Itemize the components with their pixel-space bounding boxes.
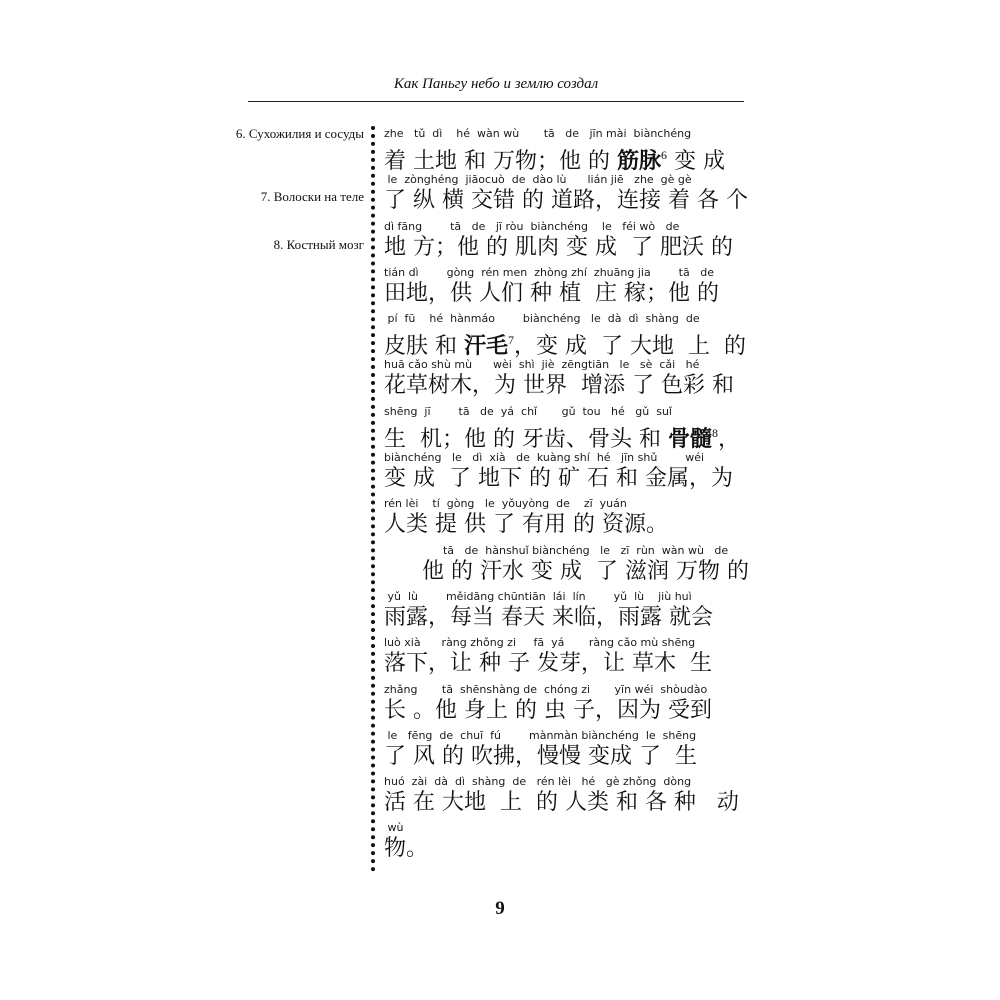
hanzi-text: 着 土地 和 万物；他 的 xyxy=(384,149,617,174)
running-header-title: Как Паньгу небо и землю создал xyxy=(393,76,599,92)
text-line xyxy=(384,589,749,635)
header-rule xyxy=(248,101,744,102)
hanzi-text: 活 在 大地 上 的 人类 和 各 种 动 xyxy=(384,790,739,816)
hanzi-text: 他 的 汗水 变 成 了 滋润 万物 的 xyxy=(422,558,749,584)
text-line xyxy=(384,311,749,360)
hanzi-text: 人类 提 供 了 有用 的 资源。 xyxy=(384,512,668,538)
hanzi-line xyxy=(384,465,749,493)
text-line xyxy=(384,774,749,820)
dotted-margin-rule xyxy=(371,126,375,872)
hanzi-text: 皮肤 和 xyxy=(384,334,464,360)
hanzi-text: 了 风 的 吹拂，慢慢 变成 了 生 xyxy=(384,743,697,769)
pinyin-line: biànchéng le dì xià de kuàng shí hé jīn shǔ wéi xyxy=(384,451,705,465)
pinyin-line: tián dì gòng rén men zhòng zhí zhuāng jia tā de xyxy=(384,265,714,279)
text-line xyxy=(384,682,749,728)
hanzi-text: 地 方；他 的 肌肉 变 成 了 肥沃 的 xyxy=(384,234,733,260)
text-line xyxy=(384,404,749,450)
hanzi-text: 落下，让 种 子 发芽，让 草木 生 xyxy=(384,651,712,677)
footnote-8: 8. Костный мозг xyxy=(273,237,364,252)
text-line xyxy=(384,820,749,866)
hanzi-text: 田地，供 人们 种 植 庄 稼；他 的 xyxy=(384,280,719,306)
pinyin-line: zhe tǔ dì hé wàn wù tā de jīn mài biànchéng xyxy=(384,127,692,140)
glossed-term: 骨髓 xyxy=(667,426,712,452)
hanzi-line xyxy=(384,280,749,308)
pinyin-line: huā cǎo shù mù wèi shì jiè zēngtiān le sè cǎi hé xyxy=(384,358,700,372)
hanzi-text: 生 机；他 的 牙齿、骨头 和 xyxy=(384,426,668,452)
pinyin-line: le fēng de chuī fú mànmàn biànchéng le shēng xyxy=(384,728,697,742)
hanzi-text: 长 。他 身上 的 虫 子，因为 受到 xyxy=(384,697,712,723)
text-line xyxy=(384,126,749,172)
page-number: 9 xyxy=(495,898,505,919)
hanzi-line xyxy=(384,604,749,632)
footnote-marker: 6 xyxy=(660,148,667,162)
pinyin-line: yǔ lù měidāng chūntiān lái lín yǔ lù jiù huì xyxy=(384,589,692,603)
pinyin-line: luò xià ràng zhǒng zi fā yá ràng cǎo mù shēng xyxy=(384,636,696,650)
text-line xyxy=(384,543,749,589)
text-line xyxy=(384,635,749,681)
pinyin-line: shēng jī tā de yá chǐ gǔ tou hé gǔ suǐ xyxy=(384,404,672,418)
pinyin-line: rén lèi tí gòng le yǒuyòng de zī yuán xyxy=(384,497,627,511)
hanzi-text: 了 纵 横 交错 的 道路，连接 着 各 个 xyxy=(384,188,748,214)
hanzi-text: 物。 xyxy=(384,836,429,862)
pinyin-line: zhǎng tā shēnshàng de chóng zi yīn wéi shòudào xyxy=(384,682,708,696)
text-line xyxy=(384,496,749,542)
hanzi-line xyxy=(384,419,749,454)
footnote-marker: 8 xyxy=(711,425,718,440)
hanzi-line xyxy=(384,789,749,817)
hanzi-line xyxy=(384,558,749,586)
hanzi-line xyxy=(384,141,749,176)
glossed-term: 汗毛 xyxy=(464,334,509,360)
hanzi-text: 雨露，每当 春天 来临，雨露 就会 xyxy=(384,604,713,630)
hanzi-line xyxy=(384,835,749,863)
text-line xyxy=(384,357,749,403)
pinyin-line: le zònghéng jiāocuò de dào lù lián jiē zhe gè gè xyxy=(384,173,692,187)
hanzi-line xyxy=(384,697,749,725)
pinyin-line: tā de hànshuǐ biànchéng le zī rùn wàn wù de xyxy=(422,543,729,557)
hanzi-line xyxy=(384,511,749,539)
text-line xyxy=(384,728,749,774)
hanzi-text: 变 成 了 地下 的 矿 石 和 金属，为 xyxy=(384,466,733,492)
text-line xyxy=(384,450,749,496)
hanzi-text: ，变 成 了 大地 上 的 xyxy=(514,334,746,360)
glossed-term: 筋脉 xyxy=(616,149,661,174)
hanzi-text: 花草树木，为 世界 增添 了 色彩 和 xyxy=(384,373,734,399)
pinyin-line: wù xyxy=(384,821,404,835)
pinyin-line: pí fū hé hànmáo biànchéng le dà dì shàng de xyxy=(384,312,700,326)
text-line xyxy=(384,172,749,218)
footnote-marker: 7 xyxy=(508,333,515,348)
hanzi-text: 变 成 xyxy=(666,149,725,174)
story-text xyxy=(384,126,749,867)
footnote-6: 6. Сухожилия и сосуды xyxy=(235,126,364,141)
hanzi-line xyxy=(384,372,749,400)
pinyin-line: huó zài dà dì shàng de rén lèi hé gè zhǒng dòng xyxy=(384,775,692,789)
hanzi-line xyxy=(384,187,749,215)
hanzi-line xyxy=(384,326,749,361)
hanzi-text: ， xyxy=(717,426,740,452)
pinyin-line: dì fāng tā de jī ròu biànchéng le féi wò de xyxy=(384,219,680,233)
text-line xyxy=(384,265,749,311)
footnote-7: 7. Волоски на теле xyxy=(260,189,364,204)
hanzi-line xyxy=(384,234,749,262)
hanzi-line xyxy=(384,743,749,771)
text-line xyxy=(384,219,749,265)
hanzi-line xyxy=(384,650,749,678)
